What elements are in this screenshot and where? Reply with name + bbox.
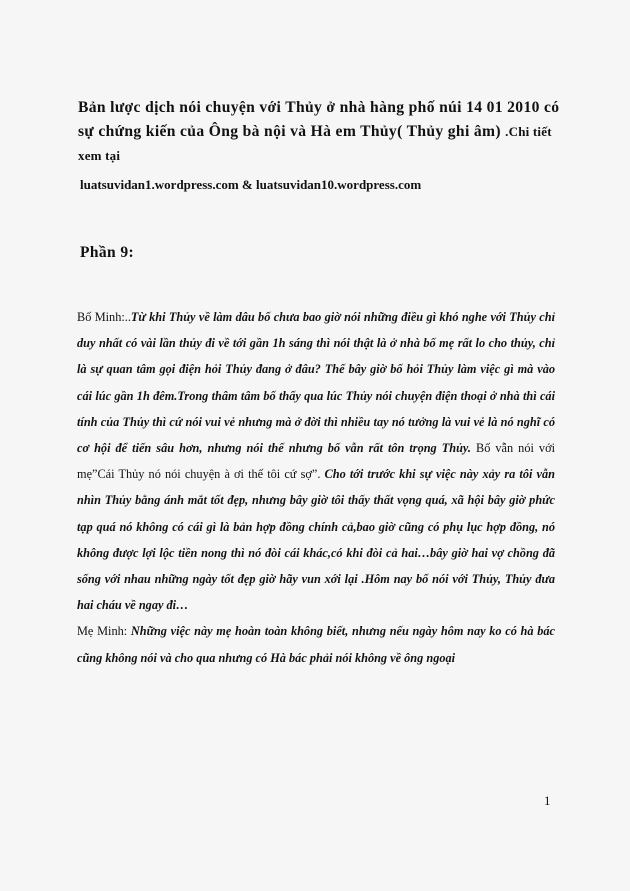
speaker-label: Mẹ Minh: [77,624,128,639]
page-number: 1 [544,793,551,808]
speech-text: Cho tới trước khi sự việc này xảy ra tôi vẫn nhìn Thủy bằng ánh mắt tốt đẹp, nhưng bây giờ tôi thấy thất vọng quá, xã hội bây giờ phức tạp quá nó không có cái gì là bản hợp đồng chính cả,bao giờ cũng có phụ lục hợp đồng, nó không được lợi lộc tiền nong thì nó đòi cái khác,có khi đòi cả hai…bây giờ hai vợ chồng đã sống với nhau những ngày tốt đẹp giờ hãy vun xới lại .Hôm nay bố nói với Thủy, Thủy đưa hai cháu về ngay đi… [77,467,555,613]
title-text: Bản lược dịch nói chuyện với Thủy ở nhà hàng phố núi 14 01 2010 có sự chứng kiến của Ông bà nội và Hà em Thủy( Thủy ghi âm) [78,99,560,140]
document-body [77,304,555,671]
paragraph-bo-minh [77,304,555,618]
part-heading: Phần 9: [80,244,135,261]
title-suffix: .Chi tiết xem tại [78,124,552,163]
document-title [78,96,568,168]
paragraph-me-minh [77,618,555,670]
speech-text: Từ khi Thủy về làm dâu bố chưa bao giờ nói những điều gì khó nghe với Thủy chỉ duy nhất có vài lần thủy đi về tới gần 1h sáng thì nói thật là ở nhà bố mẹ rất lo cho thủy, chỉ là sự quan tâm gọi điện hỏi Thủy đang ở đâu? Thế bây giờ bố hỏi Thủy làm việc gì mà vào cái lúc gần 1h đêm.Trong thâm tâm bố thấy qua lúc Thủy nói chuyện điện thoại ở nhà thì cái tính của Thủy thì cứ nói vui vẻ nhưng mà ở đời thì nhiều tay nó tưởng là vui vẻ là nó nghĩ có cơ hội để tiến sâu hơn, nhưng nói thế nhưng bố vẫn rất tôn trọng Thủy. [77,310,555,456]
speech-text-plain: Bố vẫn nói với mẹ”Cái Thủy nó nói chuyện à ơi thế tôi cứ sợ”. [77,441,555,482]
speech-text: Những việc này mẹ hoàn toàn không biết, nhưng nếu ngày hôm nay ko có hà bác cũng không nói và cho qua nhưng có Hà bác phải nói không về ông ngoại [77,624,556,665]
speaker-label: Bố Minh:.. [77,310,131,324]
source-links: luatsuvidan1.wordpress.com & luatsuvidan10.wordpress.com [80,177,422,192]
